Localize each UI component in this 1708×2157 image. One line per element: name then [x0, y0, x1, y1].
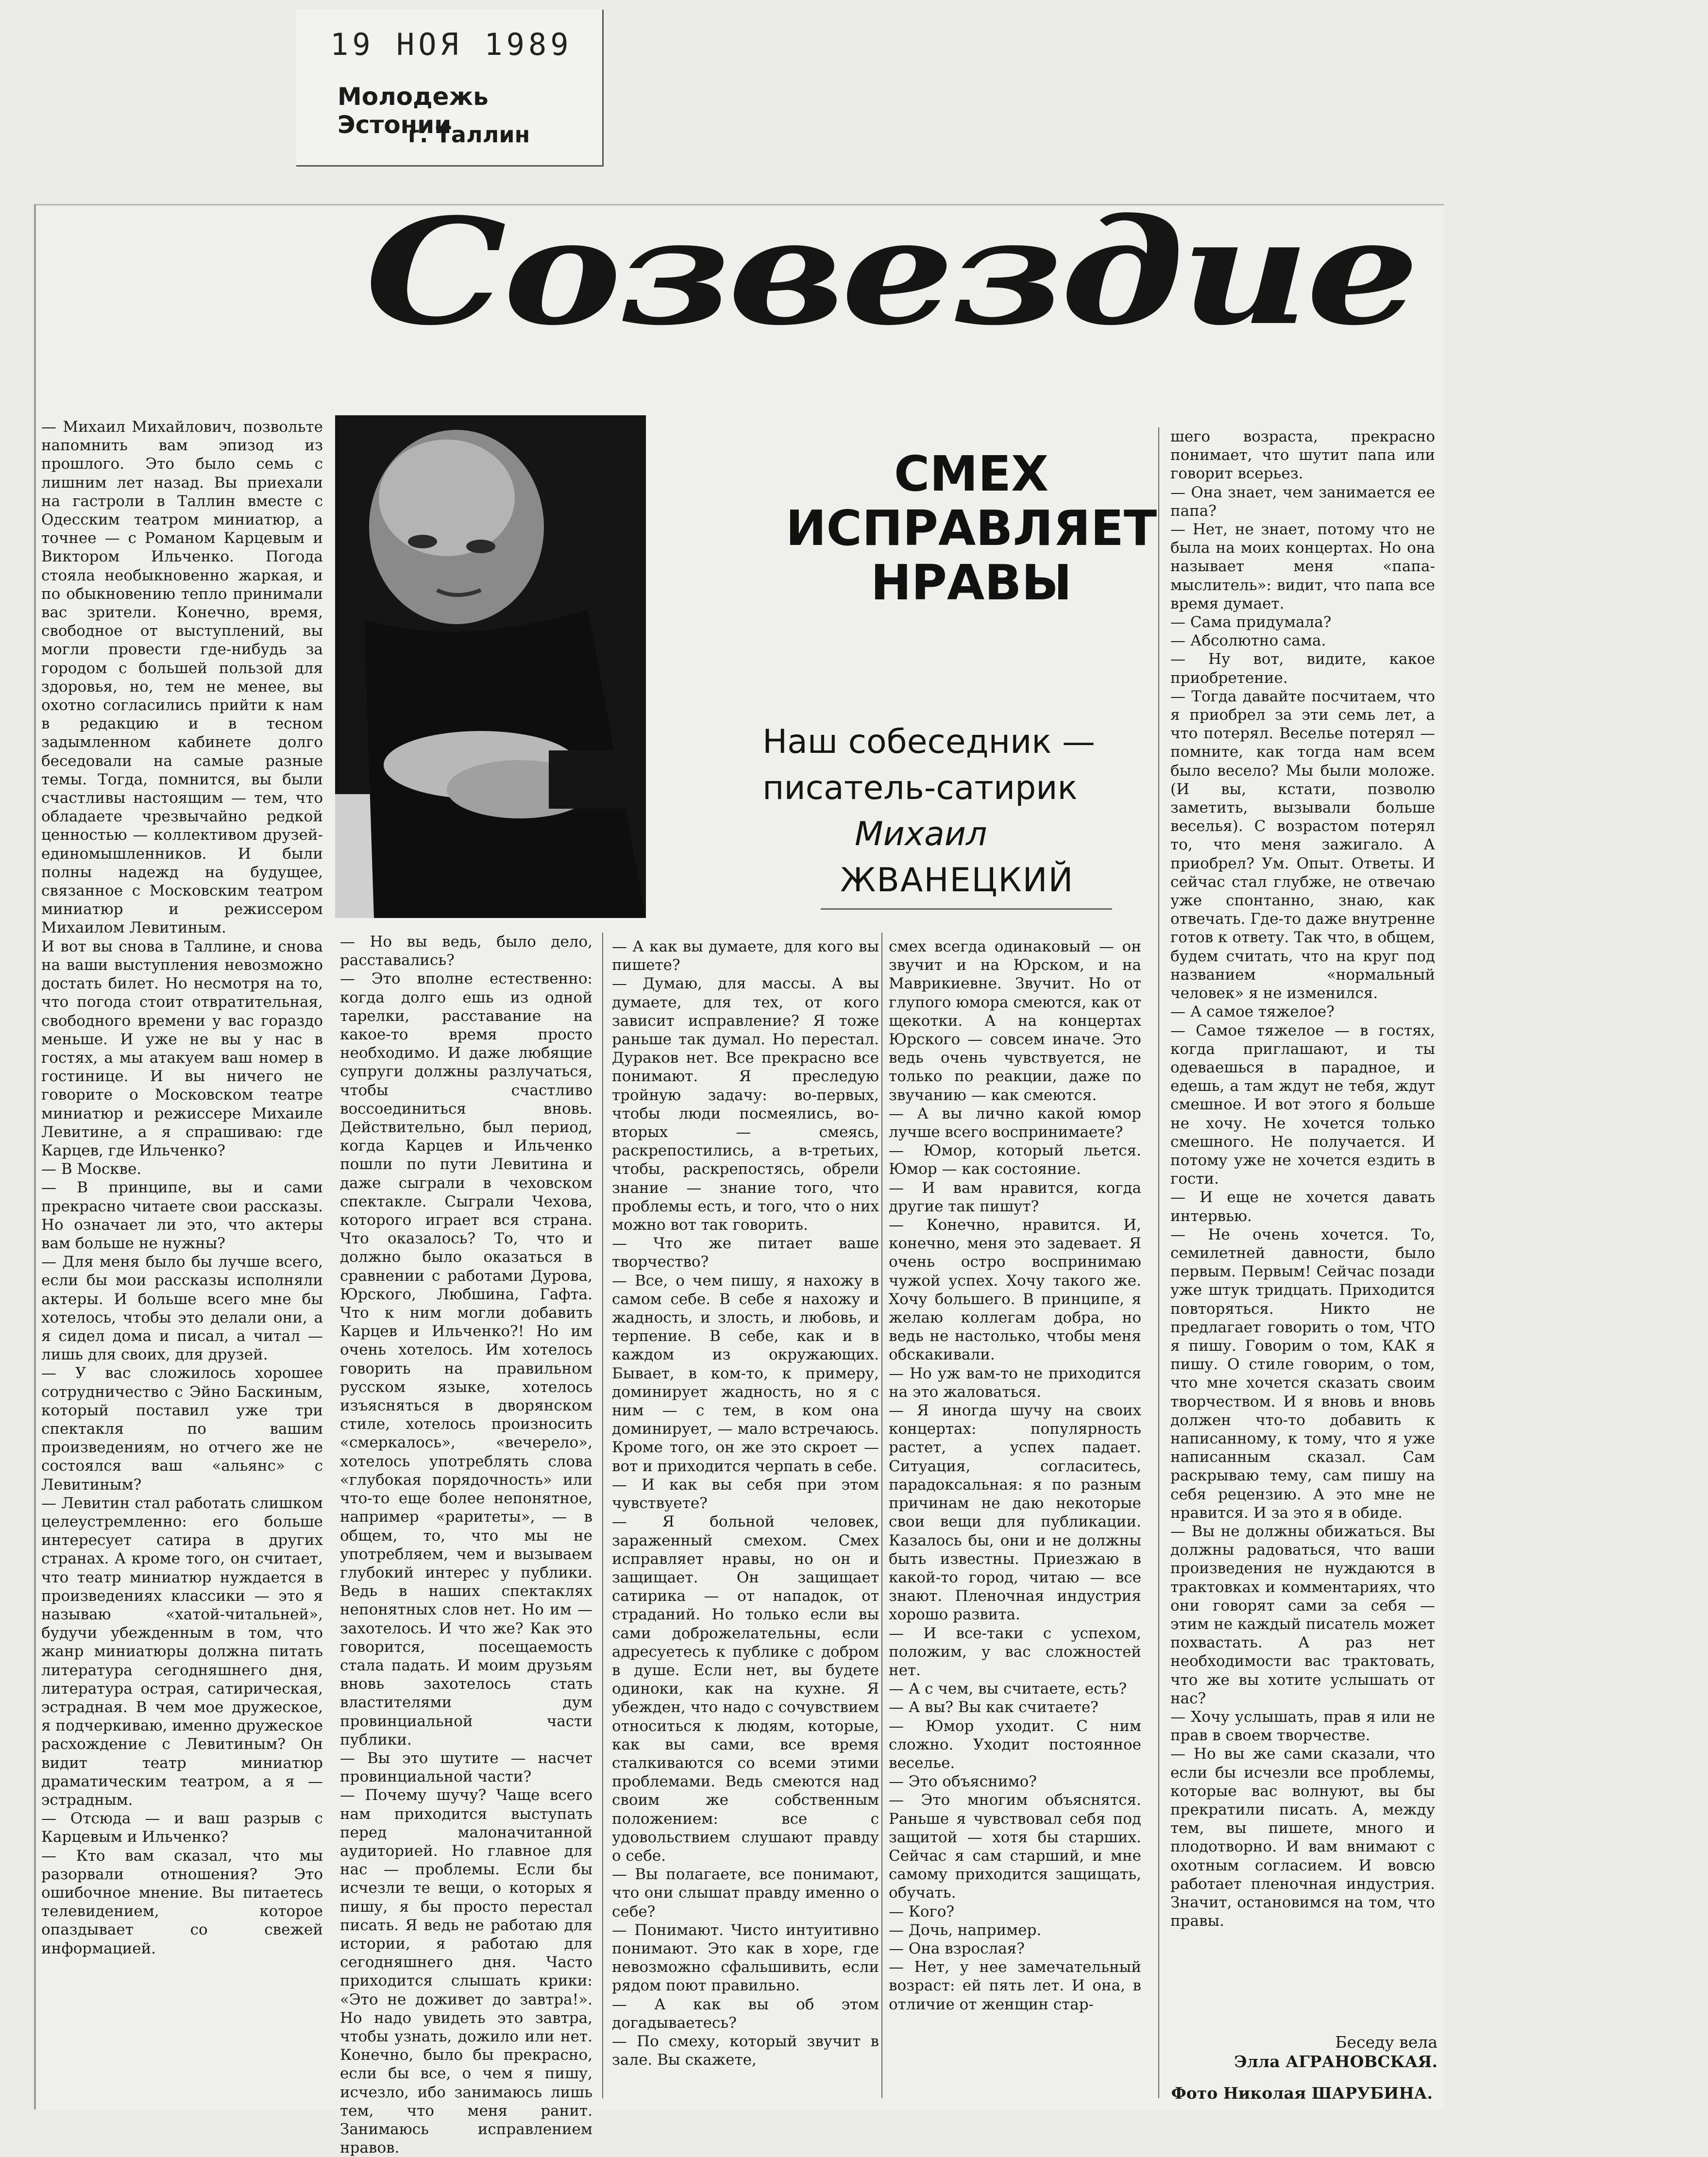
subheading-line-3: Михаил — [855, 815, 987, 853]
archive-clipping-stamp — [296, 10, 604, 167]
text-column-2: — Но вы ведь, было дело, расставались? — Это вполне естественно: когда долго ешь из одной тарелки, расставание на какое-то время просто необходимо. И даже любящие супруги должны разлучаться, чтобы счастливо воссоединиться вновь. Действительно, был период, когда Карцев и Ильченко пошли по пути Левитина и даже сыграли в чеховском спектакле. Сыграли Чехова, которого играет вся страна. Что оказалось? То, что и должно было оказаться в сравнении с работами Дурова, Юрского, Любшина, Гафта. Что к ним могли добавить Карцев и Ильченко?! Но им очень хотелось. Им хотелось говорить на правильном русском языке, хотелось изъясняться в дворянском стиле, хотелось произносить «смеркалось», «вечерело», хотелось употреблять слова «глубокая порядочность» или что-то еще более непонятное, например «раритеты», — в общем, то, что мы не употребляем, чем и вызываем глубокий интерес у публики. Ведь в наших спектаклях непонятных слов нет. Но им — захотелось. И что же? Как это говорится, посещаемость стала падать. И моим друзьям вновь захотелось стать властителями дум провинциальной части публики. — Вы это шутите — насчет провинциальной части? — Почему шучу? Чаще всего нам приходится выступать перед малоначитанной аудиторией. Но главное для нас — проблемы. Если бы исчезли те вещи, о которых я пишу, я бы просто перестал писать. Я ведь не работаю для истории, я работаю для сегодняшнего дня. Часто приходится слышать крики: «Это не доживет до завтра!». Но надо увидеть это завтра, чтобы узнать, дожило или нет. Конечно, было бы прекрасно, если бы все, о чем я пишу, исчезло, ибо занимаюсь лишь тем, что меня ранит. Занимаюсь исправлением нравов. — [340, 933, 592, 2157]
headline-line-2: ИСПРАВЛЯЕТ — [785, 500, 1157, 557]
photo-credit: Фото Николая ШАРУБИНА. — [1171, 2084, 1433, 2103]
signoff-line-1: Беседу вела — [1335, 2033, 1437, 2052]
signoff-line-2: Элла АГРАНОВСКАЯ. — [1234, 2052, 1437, 2071]
name-underline — [821, 908, 1112, 910]
text-column-1: — Михаил Михайлович, позвольте напомнить вам эпизод из прошлого. Это было семь с лишним лет назад. Вы приехали на гастроли в Таллин вместе с Одесским театром миниатюр, а точнее — с Романом Карцевым и Виктором Ильченко. Погода стояла необыкновенно жаркая, и по обыкновению тепло принимали вас зрители. Конечно, время, свободное от выступлений, вы могли провести где-нибудь за городом с большей пользой для здоровья, но, тем не менее, вы охотно согласились прийти к нам в редакцию и в тесном задымленном кабинете долго беседовали на самые разные темы. Тогда, помнится, вы были счастливы настоящим — тем, что обладаете чрезвычайно редкой ценностью — коллективом друзей-единомышленников. И были полны надежд на будущее, связанное с Московским театром миниатюр и режиссером Михаилом Левитиным. И вот вы снова в Таллине, и снова на ваши выступления невозможно достать билет. Но несмотря на то, что погода стоит отвратительная, свободного времени у вас гораздо меньше. И уже не вы у нас в гостях, а мы атакуем ваш номер в гостинице. И вы ничего не говорите о Московском театре миниатюр и режиссере Михаиле Левитине, а я спрашиваю: где Карцев, где Ильченко? — В Москве. — В принципе, вы и сами прекрасно читаете свои рассказы. Но означает ли это, что актеры вам больше не нужны? — Для меня было бы лучше всего, если бы мои рассказы исполняли актеры. И больше всего мне бы хотелось, чтобы это делали они, а я сидел дома и писал, а читал — лишь для своих, для друзей. — У вас сложилось хорошее сотрудничество с Эйно Баскиным, который поставил уже три спектакля по вашим произведениям, но отчего же не состоялся ваш «альянс» с Левитиным? — Левитин стал работать слишком целеустремленно: его больше интересует сатира в других странах. А кроме того, он считает, что театр миниатюр нуждается в произведениях классики — это я называю «хатой-читальней», будучи убежденным в том, что жанр миниатюры должна питать литература сегодняшнего дня, литература острая, сатирическая, эстрадная. В чем мое дружеское, я подчеркиваю, именно дружеское расхождение с Левитиным? Он видит театр миниатюр драматическим театром, а я — эстрадным. — Отсюда — и ваш разрыв с Карцевым и Ильченко? — Кто вам сказал, что мы разорвали отношения? Это ошибочное мнение. Вы питаетесь телевидением, которое опаздывает со свежей информацией. — [41, 418, 323, 1957]
subheading-line-1: Наш собеседник — — [762, 723, 1095, 761]
section-masthead: Созвездие — [365, 186, 1416, 357]
headline-line-1: СМЕХ — [894, 445, 1049, 502]
interviewer-signoff — [1190, 2033, 1437, 2072]
text-column-5: шего возраста, прекрасно понимает, что шутит папа или говорит всерьез. — Она знает, чем занимается ее папа? — Нет, не знает, потому что не была на моих концертах. Но она называет меня «папа-мыслитель»: видит, что папа все время думает. — Сама придумала? — Абсолютно сама. — Ну вот, видите, какое приобретение. — Тогда давайте посчитаем, что я приобрел за эти семь лет, а что потерял. Веселье потерял — помните, как тогда нам всем было весело? Мы были моложе. (И вы, кстати, позволю заметить, вызывали больше веселья). С возрастом потерял то, что меня зажигало. А приобрел? Ум. Опыт. Ответы. И сейчас стал глубже, не отвечаю уже спонтанно, знаю, как отвечать. Где-то даже внутренне готов к ответу. Так что, в общем, будем считать, что на круг под названием «нормальный человек» я не изменился. — А самое тяжелое? — Самое тяжелое — в гостях, когда приглашают, и ты одеваешься в парадное, и едешь, а там ждут не тебя, ждут смешное. И вот этого я больше не хочу. Не хочется только смешного. Не получается. И потому уже не хочется ездить в гости. — И еще не хочется давать интервью. — Не очень хочется. То, семилетней давности, было первым. Первым! Сейчас позади уже штук тридцать. Приходится повторяться. Никто не предлагает говорить о том, ЧТО я пишу. Говорим о том, КАК я пишу. О стиле говорим, о том, что мне хочется сказать своим творчеством. И я вновь и вновь должен что-то добавить к написанному, к тому, что я уже написанным сказал. Сам раскрываю тему, сам пишу на себя рецензию. А это мне не нравится. И за это я в обиде. — Вы не должны обижаться. Вы должны радоваться, что ваши произведения не нуждаются в трактовках и комментариях, что они говорят сами за себя — этим не каждый писатель может похвастать. А раз нет необходимости вас трактовать, что же вы хотите услышать от нас? — Хочу услышать, прав я или не прав в своем творчестве. — Но вы же сами сказали, что если бы исчезли все проблемы, которые вас волнуют, вы бы прекратили писать. А, между тем, вы пишете, много и плодотворно. И вам внимают с охотным согласием. И вовсю работает пленочная индустрия. Значит, остановимся на том, что правы. — [1170, 428, 1435, 1930]
portrait-illustration — [335, 415, 646, 918]
headline-line-3: НРАВЫ — [870, 554, 1072, 611]
column-divider — [602, 933, 603, 2098]
stamp-city: г. Таллин — [408, 121, 530, 148]
column-divider — [881, 933, 882, 2098]
text-column-4: смех всегда одинаковый — он звучит и на Юрском, и на Маврикиевне. Звучит. Но от глупого юмора смеются, как от щекотки. А на концертах Юрского — совсем иначе. Это ведь очень чувствуется, не только по реакции, даже по звучанию — как смеются. — А вы лично какой юмор лучше всего воспринимаете? — Юмор, который льется. Юмор — как состояние. — И вам нравится, когда другие так пишут? — Конечно, нравится. И, конечно, меня это задевает. Я очень остро воспринимаю чужой успех. Хочу такого же. Хочу большего. В принципе, я желаю коллегам добра, но ведь не настолько, чтобы меня обскакивали. — Но уж вам-то не приходится на это жаловаться. — Я иногда шучу на своих концертах: популярность растет, а успех падает. Ситуация, согласитесь, парадоксальная: я по разным причинам не даю некоторые свои вещи для публикации. Казалось бы, они и не должны быть известны. Приезжаю в какой-то город, читаю — все знают. Пленочная индустрия хорошо развита. — И все-таки с успехом, положим, у вас сложностей нет. — А с чем, вы считаете, есть? — А вы? Вы как считаете? — Юмор уходит. С ним сложно. Уходит постоянное веселье. — Это объяснимо? — Это многим объяснятся. Раньше я чувствовал себя под защитой — хотя бы старших. Сейчас я сам старший, и мне самому приходится защищать, обучать. — Кого? — Дочь, например. — Она взрослая? — Нет, у нее замечательный возраст: ей пять лет. И она, в отличие от женщин стар- — [889, 938, 1141, 2013]
article-headline — [753, 447, 1190, 610]
article-subheading — [743, 719, 1180, 903]
portrait-photo — [335, 415, 646, 918]
stamp-newspaper: Молодежь Эстонии — [338, 83, 489, 139]
text-column-3: — А как вы думаете, для кого вы пишете? — Думаю, для массы. А вы думаете, для тех, от кого зависит исправление? Я тоже раньше так думал. Но перестал. Дураков нет. Все прекрасно все понимают. Я преследую тройную задачу: во-первых, чтобы люди посмеялись, во-вторых — смеясь, раскрепостились, а в-третьих, чтобы, раскрепостясь, обрели знание — знание того, что проблемы есть, и того, что о них можно вот так говорить. — Что же питает ваше творчество? — Все, о чем пишу, я нахожу в самом себе. В себе я нахожу и жадность, и злость, и любовь, и терпение. В себе, как и в каждом из окружающих. Бывает, в ком-то, к примеру, доминирует жадность, но я с ним — с тем, в ком она доминирует, — мало встречаюсь. Кроме того, он же это скроет — вот и приходится черпать в себе. — И как вы себя при этом чувствуете? — Я больной человек, зараженный смехом. Смех исправляет нравы, но он и защищает. Он защищает сатирика — от нападок, от страданий. Но только если вы сами доброжелательны, если адресуетесь к публике с добром в душе. Если нет, вы будете одиноки, как на кухне. Я убежден, что надо с сочувствием относиться к людям, которые, как вы сами, все время сталкиваются со всеми этими проблемами. Ведь смеются над своим же собственным положением: все с удовольствием слушают правду о себе. — Вы полагаете, все понимают, что они слышат правду именно о себе? — Понимают. Чисто интуитивно понимают. Это как в хоре, где невозможно сфальшивить, если рядом поют правильно. — А как вы об этом догадываетесь? — По смеху, который звучит в зале. Вы скажете, — [612, 938, 879, 2069]
column-divider — [1158, 427, 1159, 2098]
subheading-line-4: ЖВАНЕЦКИЙ — [840, 861, 1074, 900]
subheading-line-2: писатель-сатирик — [762, 769, 1078, 807]
stamp-date: 19 НОЯ 1989 — [330, 27, 573, 62]
